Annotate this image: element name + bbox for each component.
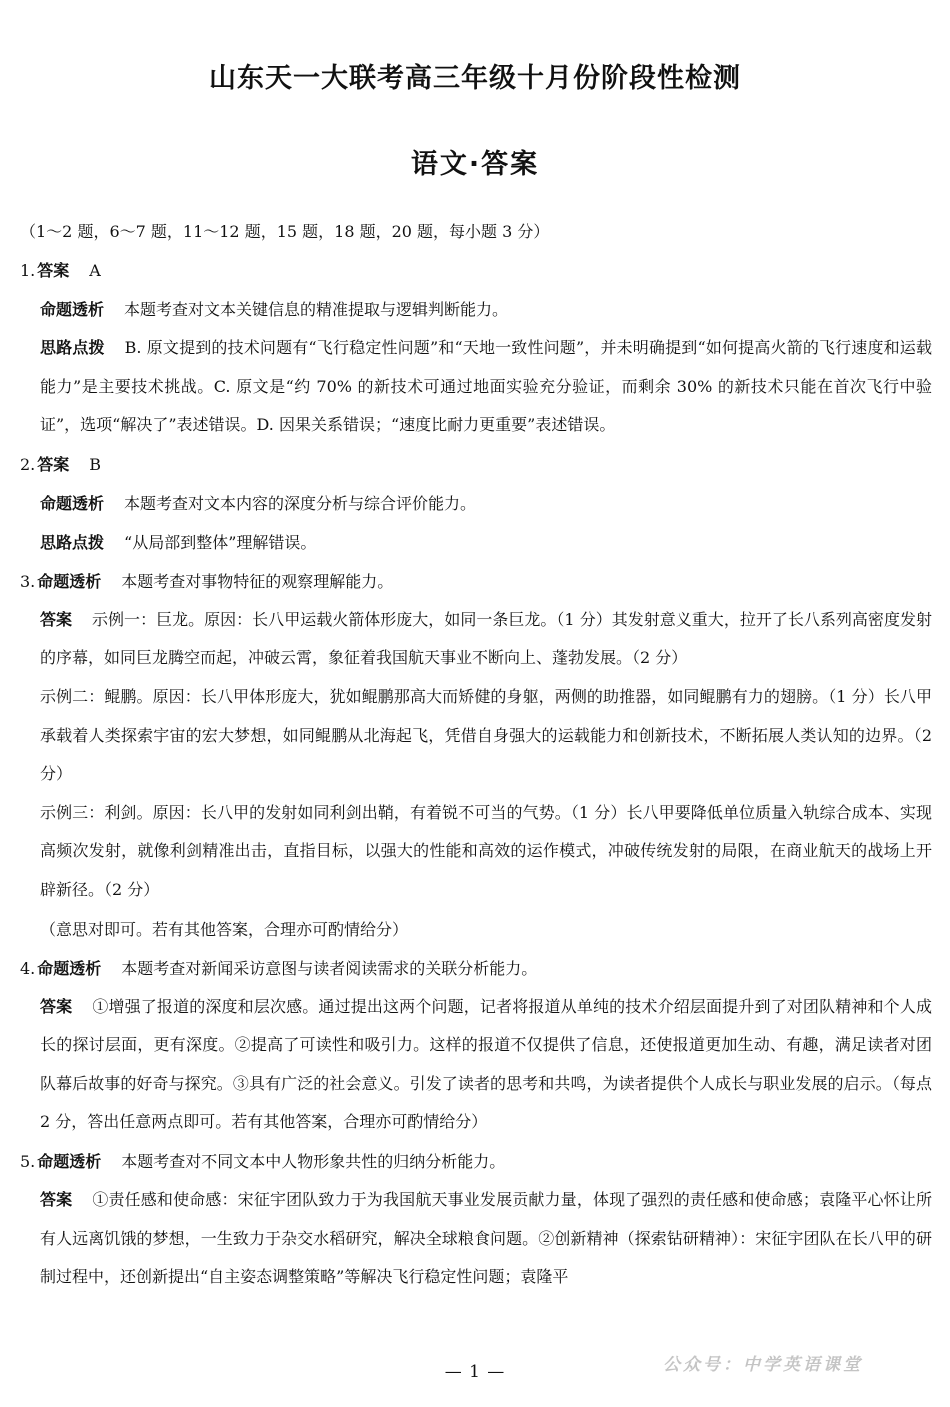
- q3-insight-line: [20, 562, 932, 601]
- hint-label: 思路点拨: [40, 532, 105, 552]
- q1-hint: B. 原文提到的技术问题有“飞行稳定性问题”和“天地一致性问题”，并未明确提到“如何提高火箭的飞行速度和运载能力”是主要技术挑战。C. 原文是“约 70% 的新技术可通过地面实验充分验证，而剩余 30% 的新技术只能在首次飞行中验证”，选项“解决了”表述错误。D. 因果关系错误；“速度比耐力更重要”表述错误。: [40, 338, 932, 435]
- q2-insight: 本题考查对文本内容的深度分析与综合评价能力。: [124, 493, 477, 513]
- q2-hint: “从局部到整体”理解错误。: [124, 532, 317, 552]
- q4-answer-para: [20, 988, 932, 1142]
- q2-insight-line: [20, 484, 932, 523]
- q2-answer-line: [20, 445, 932, 484]
- insight-label: 命题透析: [40, 300, 105, 319]
- document-subtitle: 语文·答案: [410, 149, 540, 180]
- answer-label: 答案: [37, 261, 70, 280]
- document-title: 山东天一大联考高三年级十月份阶段性检测: [209, 63, 741, 94]
- q2-number: 2.: [20, 454, 36, 474]
- insight-label: 命题透析: [37, 958, 102, 978]
- answer-label: 答案: [40, 1189, 73, 1209]
- q3-example2: 示例二：鲲鹏。原因：长八甲体形庞大，犹如鲲鹏那高大而矫健的身躯，两侧的助推器，如同鲲鹏有力的翅膀。（1 分）长八甲承载着人类探索宇宙的宏大梦想，如同鲲鹏从北海起飞，凭借自身强大的运载能力和创新技术，不断拓展人类认知的边界。（2 分）: [40, 686, 932, 784]
- q3-example1-para: [20, 601, 932, 678]
- q5-answer: ①责任感和使命感：宋征宇团队致力于为我国航天事业发展贡献力量，体现了强烈的责任感和使命感；袁隆平心怀让所有人远离饥饿的梦想，一生致力于杂交水稻研究，解决全球粮食问题。②创新精神（探索钻研精神）：宋征宇团队在长八甲的研制过程中，还创新提出“自主姿态调整策略”等解决飞行稳定性问题；袁隆平: [40, 1189, 932, 1287]
- q3-note: （意思对即可。若有其他答案，合理亦可酌情给分）: [40, 919, 409, 939]
- answer-content: [20, 212, 932, 1297]
- q4-answer: ①增强了报道的深度和层次感。通过提出这两个问题，记者将报道从单纯的技术介绍层面提升到了对团队精神和个人成长的探讨层面，更有深度。②提高了可读性和吸引力。这样的报道不仅提供了信息，还使报道更加生动、有趣，满足读者对团队幕后故事的好奇与探究。③具有广泛的社会意义。引发了读者的思考和共鸣，为读者提供个人成长与职业发展的启示。（每点 2 分，答出任意两点即可。若有其他答案，合理亦可酌情给分）: [40, 996, 932, 1132]
- q5-insight: 本题考查对不同文本中人物形象共性的归纳分析能力。: [121, 1151, 506, 1171]
- page-number: — 1 —: [444, 1362, 506, 1382]
- q4-insight: 本题考查对新闻采访意图与读者阅读需求的关联分析能力。: [121, 958, 538, 978]
- q3-example1: 示例一：巨龙。原因：长八甲运载火箭体形庞大，如同一条巨龙。（1 分）其发射意义重大，拉开了长八系列高密度发射的序幕，如同巨龙腾空而起，冲破云霄，象征着我国航天事业不断向上、蓬勃发展。（2 分）: [40, 609, 932, 668]
- q3-insight: 本题考查对事物特征的观察理解能力。: [121, 571, 394, 591]
- q1-hint-para: [20, 329, 932, 445]
- hint-label: 思路点拨: [40, 338, 105, 357]
- answer-label: 答案: [40, 609, 73, 629]
- q2-hint-line: [20, 523, 932, 562]
- q5-answer-para: [20, 1181, 932, 1297]
- q5-number: 5.: [20, 1151, 36, 1171]
- answer-label: 答案: [40, 996, 73, 1016]
- insight-label: 命题透析: [37, 571, 102, 591]
- q1-answer: A: [89, 261, 101, 280]
- answer-label: 答案: [37, 454, 70, 474]
- q5-insight-line: [20, 1142, 932, 1181]
- insight-label: 命题透析: [40, 493, 105, 513]
- q1-insight: 本题考查对文本关键信息的精准提取与逻辑判断能力。: [124, 300, 509, 319]
- q1-insight-line: [20, 290, 932, 329]
- q1-number: 1.: [20, 261, 36, 280]
- q3-number: 3.: [20, 571, 36, 591]
- scoring-note: （1～2 题，6～7 题，11～12 题，15 题，18 题，20 题，每小题 3 分）: [20, 222, 550, 241]
- watermark-text: 公众号：中学英语课堂: [663, 1355, 863, 1375]
- insight-label: 命题透析: [37, 1151, 102, 1171]
- q2-answer: B: [89, 454, 102, 474]
- q4-insight-line: [20, 949, 932, 988]
- q3-example3: 示例三：利剑。原因：长八甲的发射如同利剑出鞘，有着锐不可当的气势。（1 分）长八甲要降低单位质量入轨综合成本、实现高频次发射，就像利剑精准出击，直指目标，以强大的性能和高效的运作模式，冲破传统发射的局限，在商业航天的战场上开辟新径。（2 分）: [40, 802, 932, 899]
- q4-number: 4.: [20, 958, 36, 978]
- q1-answer-line: [20, 251, 932, 290]
